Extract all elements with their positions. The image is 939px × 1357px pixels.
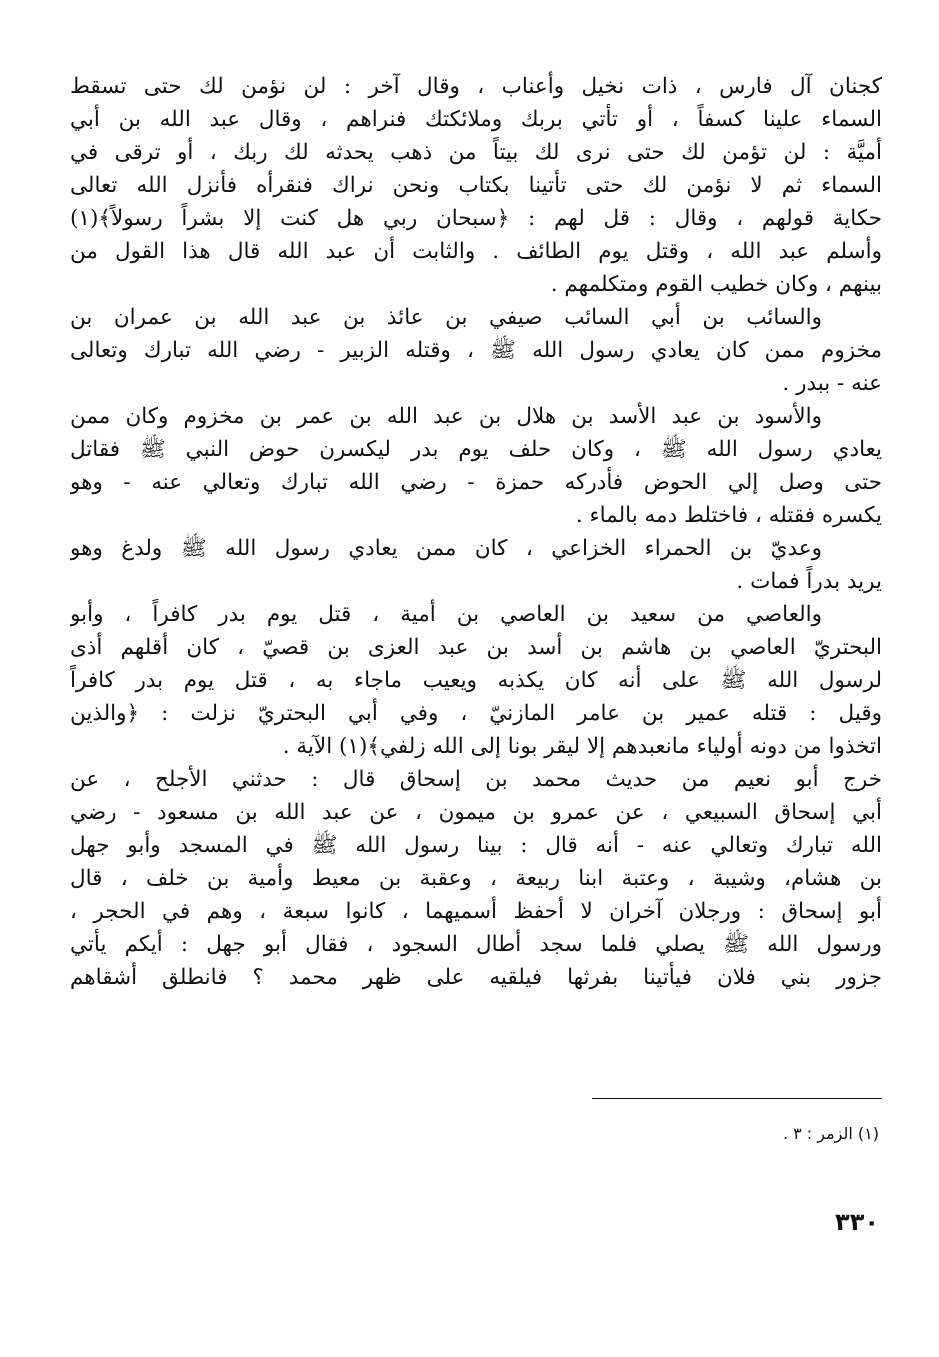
text-line: مخزوم ممن كان يعادي رسول الله ﷺ ، وقتله الزبير - رضي الله تبارك وتعالى [70, 338, 882, 363]
text-line: حتى وصل إلي الحوض فأدركه حمزة - رضي الله تبارك وتعالي عنه - وهو [70, 470, 882, 495]
text-line: أبو إسحاق : ورجلان آخران لا أحفظ أسميهما ، كانوا سبعة ، وهم في الحجر ، [70, 899, 882, 924]
text-line: ورسول الله ﷺ يصلي فلما سجد أطال السجود ، فقال أبو جهل : أيكم يأتي [70, 932, 882, 957]
footnote-divider [592, 1098, 882, 1099]
page-body [70, 70, 882, 994]
text-line: البحتريّ العاصي بن هاشم بن أسد بن عبد العزى بن قصيّ ، كان أقلهم أذى [70, 635, 882, 660]
text-line: الله تبارك وتعالي عنه - أنه قال : بينا رسول الله ﷺ في المسجد وأبو جهل [70, 833, 882, 858]
text-line: بينهم ، وكان خطيب القوم ومتكلمهم . [550, 272, 882, 297]
text-line: يعادي رسول الله ﷺ ، وكان حلف يوم بدر ليكسرن حوض النبي ﷺ فقاتل [70, 437, 882, 462]
text-line: والسائب بن أبي السائب صيفي بن عائذ بن عبد الله بن عمران بن [70, 305, 822, 330]
text-line: والعاصي من سعيد بن العاصي بن أمية ، قتل يوم بدر كافراً ، وأبو [70, 602, 822, 627]
page-number: ٣٣٠ [835, 1208, 879, 1236]
text-line: حكاية قولهم ، وقال : قل لهم : ﴿سبحان ربي هل كنت إلا بشراً رسولاً﴾(١) [70, 206, 882, 231]
text-line: خرج أبو نعيم من حديث محمد بن إسحاق قال : حدثني الأجلح ، عن [70, 767, 882, 792]
text-line: السماء ثم لا نؤمن لك حتى تأتينا بكتاب ونحن نراك فنقرأه فأنزل الله تعالى [70, 173, 882, 198]
text-line: وعديّ بن الحمراء الخزاعي ، كان ممن يعادي رسول الله ﷺ ولدغ وهو [70, 536, 822, 561]
text-line: يكسره فقتله ، فاختلط دمه بالماء . [575, 503, 882, 528]
text-line: أبي إسحاق السبيعي ، عن عمرو بن ميمون ، عن عبد الله بن مسعود - رضي [70, 800, 882, 825]
footnote: (١) الزمر : ٣ . [782, 1124, 879, 1143]
text-line: يريد بدراً فمات . [736, 569, 882, 594]
text-line: كجنان آل فارس ، ذات نخيل وأعناب ، وقال آخر : لن نؤمن لك حتى تسقط [70, 74, 882, 99]
text-line: وقيل : قتله عمير بن عامر المازنيّ ، وفي أبي البحتريّ نزلت : ﴿والذين [70, 701, 882, 726]
text-line: بن هشام، وشيبة ، وعتبة ابنا ربيعة ، وعقبة بن معيط وأمية بن خلف ، قال [70, 866, 882, 891]
text-line: عنه - ببدر . [782, 371, 882, 396]
text-line: أميَّة : لن تؤمن لك حتى نرى لك بيتاً من ذهب يحدثه لك ربك ، أو ترقى في [70, 140, 882, 165]
text-line: لرسول الله ﷺ على أنه كان يكذبه ويعيب ماجاء به ، قتل يوم بدر كافراً [70, 668, 882, 693]
text-line: جزور بني فلان فيأتينا بفرثها فيلقيه على ظهر محمد ؟ فانطلق أشقاهم [70, 965, 882, 990]
text-line: السماء علينا كسفاً ، أو تأتي بربك وملائكتك فنراهم ، وقال عبد الله بن أبي [70, 107, 882, 132]
text-line: اتخذوا من دونه أولياء مانعبدهم إلا ليقر بونا إلى الله زلفي﴾(١) الآية . [282, 734, 882, 759]
text-line: والأسود بن عبد الأسد بن هلال بن عبد الله بن عمر بن مخزوم وكان ممن [70, 404, 822, 429]
text-line: وأسلم عبد الله ، وقتل يوم الطائف . والثابت أن عبد الله قال هذا القول من [70, 239, 882, 264]
